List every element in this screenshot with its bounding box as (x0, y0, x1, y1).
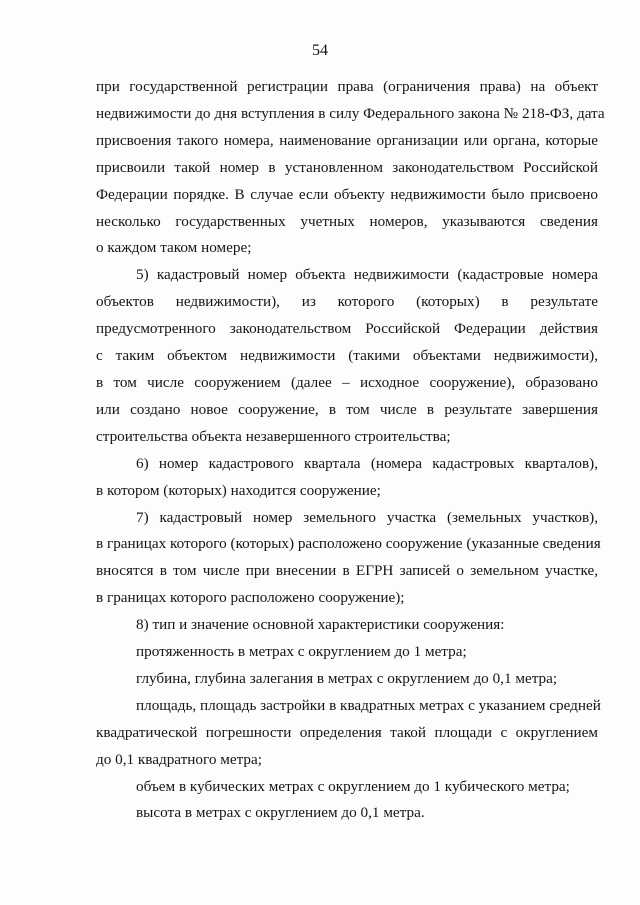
text-line: 7) кадастровый номер земельного участка (земельных участков), (136, 508, 598, 526)
paragraph (96, 612, 598, 639)
paragraph (96, 800, 598, 827)
text-line: в границах которого (которых) расположено сооружение (указанные сведения (96, 535, 601, 553)
text-line: присвоили такой номер в установленном законодательством Российской (96, 158, 598, 176)
text-line: квадратической погрешности определения такой площади с округлением (96, 723, 598, 741)
text-line: в границах которого расположено сооружение); (96, 589, 405, 607)
text-line: в том числе сооружением (далее – исходное сооружение), образовано (96, 373, 598, 391)
text-line: или создано новое сооружение, в том числе в результате завершения (96, 400, 598, 418)
text-line: объектов недвижимости), из которого (которых) в результате (96, 293, 598, 311)
paragraph (96, 74, 605, 262)
text-line: вносятся в том числе при внесении в ЕГРН записей о земельном участке, (96, 562, 598, 580)
text-line: протяженность в метрах с округлением до 1 метра; (136, 643, 467, 661)
text-line: в котором (которых) находится сооружение; (96, 481, 381, 499)
page-number: 54 (312, 42, 328, 59)
text-line: с таким объектом недвижимости (такими объектами недвижимости), (96, 347, 598, 365)
paragraph (96, 505, 601, 613)
text-line: 5) кадастровый номер объекта недвижимости (кадастровые номера (136, 266, 598, 284)
paragraph (96, 639, 598, 666)
text-line: недвижимости до дня вступления в силу Федерального закона № 218-ФЗ, дата (96, 104, 605, 122)
text-line: глубина, глубина залегания в метрах с округлением до 0,1 метра; (136, 669, 558, 687)
text-line: присвоения такого номера, наименование организации или органа, которые (96, 131, 598, 149)
text-line: предусмотренного законодательством Российской Федерации действия (96, 320, 598, 338)
text-line: несколько государственных учетных номеров, указываются сведения (96, 212, 598, 230)
text-line: о каждом таком номере; (96, 239, 252, 257)
text-line: высота в метрах с округлением до 0,1 метра. (136, 804, 425, 822)
text-line: строительства объекта незавершенного строительства; (96, 427, 451, 445)
text-line: Федерации порядке. В случае если объекту недвижимости было присвоено (96, 185, 598, 203)
text-line: при государственной регистрации права (ограничения права) на объект (96, 78, 598, 95)
text-line: 8) тип и значение основной характеристики сооружения: (136, 616, 505, 634)
text-line: площадь, площадь застройки в квадратных метрах с указанием средней (136, 696, 601, 714)
text-line: 6) номер кадастрового квартала (номера кадастровых кварталов), (136, 454, 598, 472)
paragraph (96, 774, 598, 801)
paragraph (96, 666, 598, 693)
text-line: до 0,1 квадратного метра; (96, 750, 262, 768)
text-line: объем в кубических метрах с округлением до 1 кубического метра; (136, 777, 570, 795)
document-body (96, 74, 605, 827)
paragraph (96, 262, 598, 450)
paragraph (96, 693, 601, 774)
paragraph (96, 451, 598, 505)
